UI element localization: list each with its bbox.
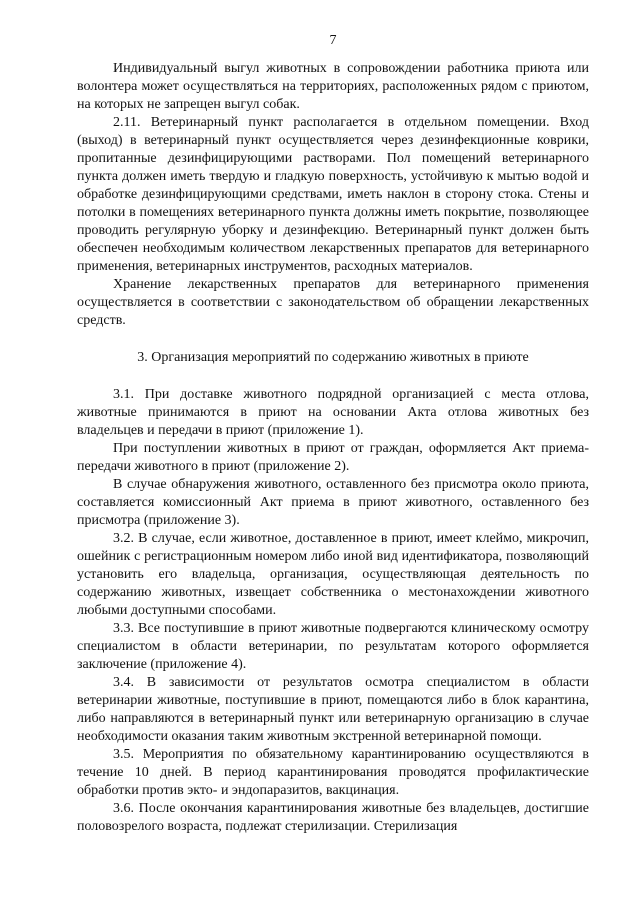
paragraph-3-1: 3.1. При доставке животного подрядной организацией с места отлова, животные принимаются в приют на основании Акта отлова животных без владельцев и передачи в приют (приложение 1).: [77, 387, 589, 438]
paragraph-from-citizens: При поступлении животных в приют от граждан, оформляется Акт приема-передачи животного в приют (приложение 2).: [77, 441, 589, 474]
paragraph-3-3: 3.3. Все поступившие в приют животные подвергаются клиническому осмотру специалистом в области ветеринарии, по результатам которого оформляется заключение (приложение 4).: [77, 621, 589, 672]
page-number: 7: [329, 33, 337, 48]
paragraph-2-11: 2.11. Ветеринарный пункт располагается в отдельном помещении. Вход (выход) в ветеринарный пункт осуществляется через дезинфекционные коврики, пропитанные дезинфицирующими растворами. Пол помещений ветеринарного пункта должен иметь твердую и гладкую поверхность, устойчивую к мытью водой и обработке дезинфицирующими средствами, иметь наклон в сторону стока. Стены и потолки в помещениях ветеринарного пункта должны иметь покрытие, позволяющее проводить регулярную уборку и дезинфекцию. Ветеринарный пункт должен быть обеспечен необходимым количеством лекарственных препаратов для ветеринарного применения, ветеринарных инструментов, расходных материалов.: [77, 115, 589, 274]
paragraph-walking: Индивидуальный выгул животных в сопровождении работника приюта или волонтера может осуществляться на территориях, расположенных рядом с приютом, на которых не запрещен выгул собак.: [77, 61, 589, 112]
paragraph-3-4: 3.4. В зависимости от результатов осмотра специалистом в области ветеринарии животные, поступившие в приют, помещаются либо в блок карантина, либо направляются в ветеринарный пункт или ветеринарную организацию в случае необходимости оказания таким животным экстренной ветеринарной помощи.: [77, 675, 589, 744]
paragraph-unattended-animal: В случае обнаружения животного, оставленного без присмотра около приюта, составляется комиссионный Акт приема в приют животного, оставленного без присмотра (приложение 3).: [77, 477, 589, 528]
paragraph-3-6: 3.6. После окончания карантинирования животные без владельцев, достигшие половозрелого возраста, подлежат стерилизации. Стерилизация: [77, 801, 589, 834]
paragraph-3-5: 3.5. Мероприятия по обязательному карантинированию осуществляются в течение 10 дней. В период карантинирования проводятся профилактические обработки против экто- и эндопаразитов, вакцинация.: [77, 747, 589, 798]
paragraph-3-2: 3.2. В случае, если животное, доставленное в приют, имеет клеймо, микрочип, ошейник с регистрационным номером либо иной вид идентификатора, позволяющий установить его владельца, организация, осуществляющая деятельность по содержанию животных, извещает собственника о местонахождении животного любыми доступными способами.: [77, 531, 589, 618]
document-page: [77, 32, 589, 836]
section-heading: 3. Организация мероприятий по содержанию животных в приюте: [137, 350, 529, 365]
paragraph-medicine-storage: Хранение лекарственных препаратов для ветеринарного применения осуществляется в соответствии с законодательством об обращении лекарственных средств.: [77, 277, 589, 328]
